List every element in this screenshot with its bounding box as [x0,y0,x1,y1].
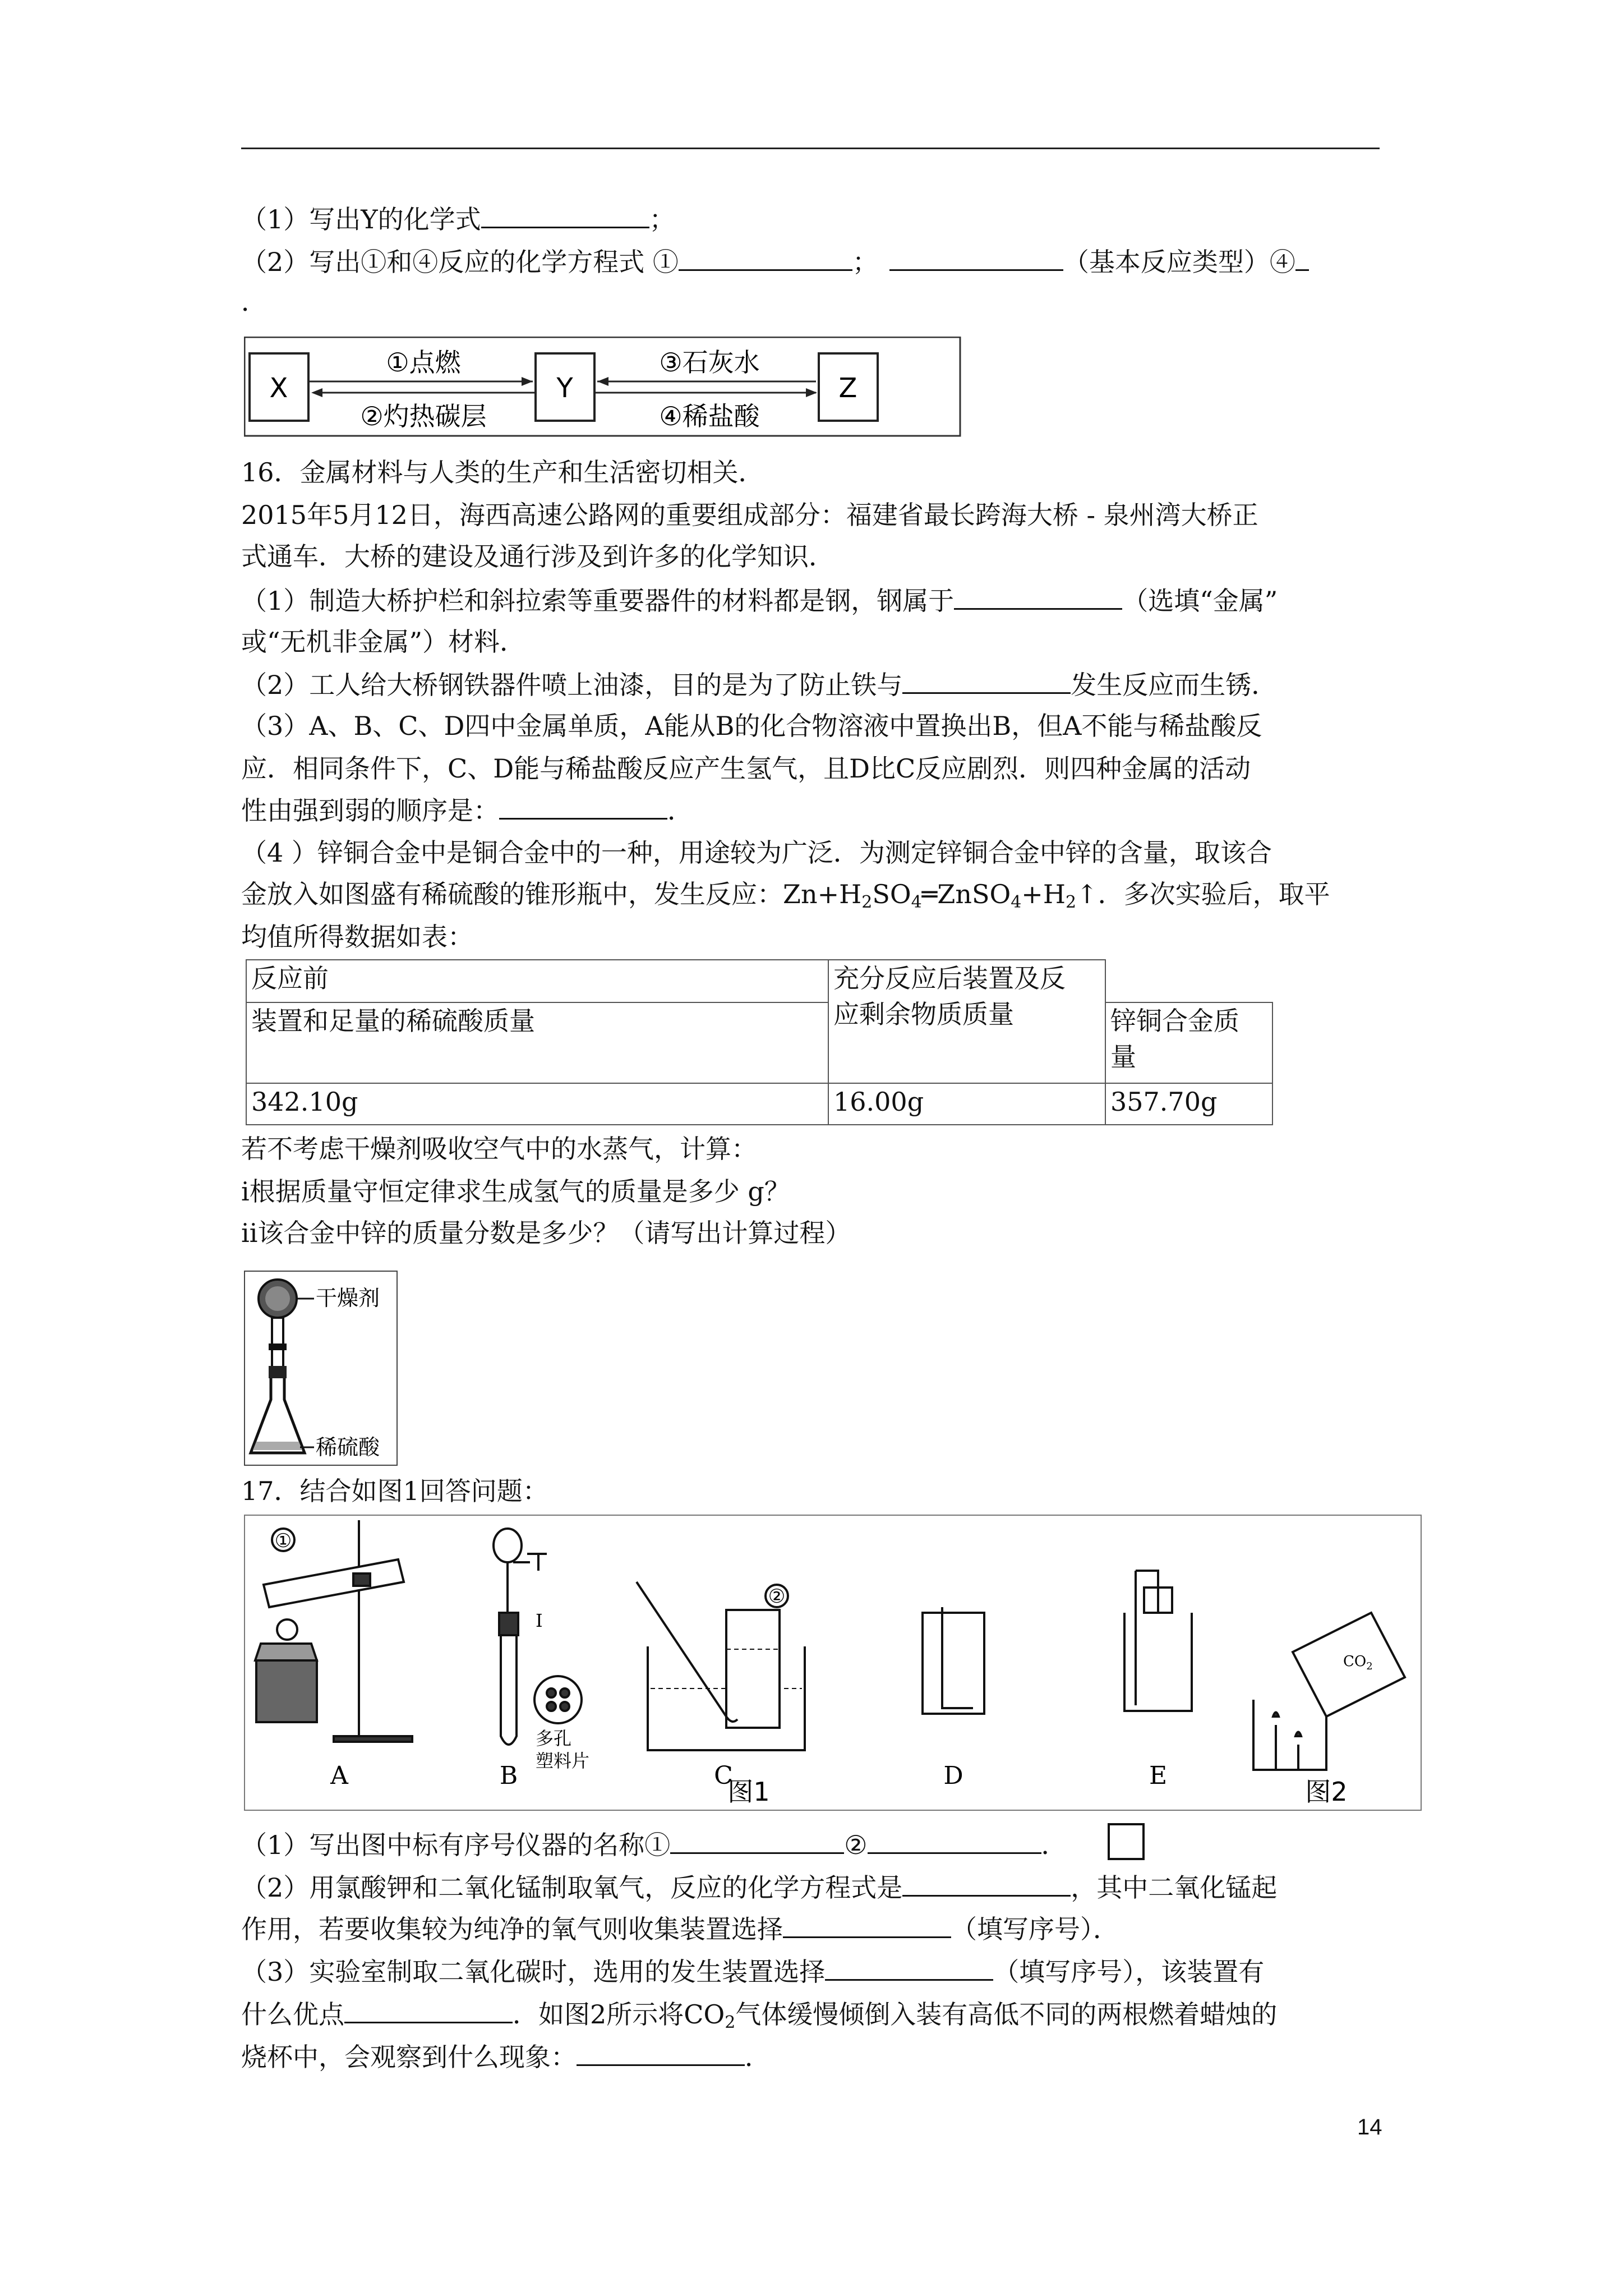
label-b: B [499,1761,518,1790]
q17-part3-line1: （3）实验室制取二氧化碳时，选用的发生装置选择 （填写序号），该装置有 [241,1954,1391,1989]
label-z: Z [838,372,857,404]
answer-blank[interactable] [1295,245,1309,271]
co2-label: $CO_2$ [1343,1653,1373,1672]
label-c: C [714,1761,733,1790]
answer-blank[interactable] [954,583,1122,610]
header-rule [241,148,1380,149]
q16-part1-line2: 或“无机非金属”）材料． [241,627,526,657]
q16-intro-1: 2015年5月12日，海西高速公路网的重要组成部分：福建省最长跨海大桥 - 泉州湾大桥正 [241,500,1258,530]
label-i: I [536,1610,543,1631]
label-a: A [330,1761,348,1790]
answer-blank[interactable] [783,1912,951,1938]
table-cell: 357.70g [1105,1083,1273,1125]
answer-blank[interactable] [670,1828,844,1854]
figure-1-caption: 图1 [727,1777,770,1807]
q17-title: 17．结合如图1回答问题： [241,1476,548,1506]
answer-checkbox[interactable] [1108,1823,1145,1860]
label-plastic-sheet: 塑料片 [536,1750,590,1772]
q16-calc-1: ⅰ根据质量守恒定律求生成氢气的质量是多少 g？ [241,1176,790,1207]
table-cell: 反应前 [246,959,829,1002]
label-d: D [943,1761,963,1790]
q17-part3-line2: 什么优点 ．如图2所示将$CO_2$气体缓慢倾倒入装有高低不同的两根燃着蜡烛的 [241,1997,1391,2040]
lab-apparatus-figure [244,1515,1422,1812]
q17-part2-line1: （2）用氯酸钾和二氧化锰制取氧气，反应的化学方程式是 ，其中二氧化锰起 [241,1870,1391,1904]
table-cell: 锌铜合金质 量 [1105,1002,1273,1084]
q15-reaction-diagram [244,337,962,438]
reaction-1-label: ①点燃 [386,347,461,378]
q16-part3-line3: 性由强到弱的顺序是： ． [241,793,1391,827]
label-porous: 多孔 [536,1728,572,1749]
answer-blank[interactable] [577,2040,745,2066]
label-e: E [1149,1761,1168,1790]
flask-with-desiccant-figure [244,1271,398,1467]
q15-line3: ． [241,287,267,317]
answer-blank[interactable] [902,668,1071,694]
figure-2-caption: 图2 [1305,1777,1348,1807]
q16-part4-line3: 均值所得数据如表： [241,922,473,952]
answer-blank[interactable] [902,1870,1071,1897]
dilute-sulfuric-acid-label: 稀硫酸 [316,1435,380,1460]
q17-part3-line3: 烧杯中，会观察到什么现象： ． [241,2040,1391,2074]
q17-part2-line2: 作用，若要收集较为纯净的氧气则收集装置选择 （填写序号）． [241,1912,1391,1946]
reaction-3-label: ③石灰水 [659,347,760,378]
q16-part4-line2: 金放入如图盛有稀硫酸的锥形瓶中，发生反应：$Zn+H_2SO_4═ZnSO_4+H_2↑$．多次实验后，取平 [241,879,1330,912]
q17-part1: （1）写出图中标有序号仪器的名称① ② ． [241,1828,1391,1862]
table-cell: 充分反应后装置及反 应剩余物质质量 [828,959,1106,1084]
answer-blank[interactable] [825,1954,993,1981]
table-cell: 装置和足量的稀硫酸质量 [246,1002,829,1084]
q16-intro-2: 式通车．大桥的建设及通行涉及到许多的化学知识． [241,541,834,572]
label-y: Y [556,372,573,404]
label-circled-1: ① [274,1530,292,1552]
label-x: X [269,372,288,404]
table-cell: 342.10g [246,1083,829,1125]
page-number: 14 [1357,2115,1382,2139]
reaction-2-label: ②灼热碳层 [360,401,487,431]
answer-blank[interactable] [481,202,649,228]
table-cell: 16.00g [828,1083,1106,1125]
reaction-4-label: ④稀盐酸 [659,401,760,431]
q16-part3-line2: 应．相同条件下，C、D能与稀盐酸反应产生氢气，且D比C反应剧烈．则四种金属的活动 [241,753,1251,784]
desiccant-label: 干燥剂 [316,1286,380,1310]
q16-part2: （2）工人给大桥钢铁器件喷上油漆，目的是为了防止铁与 发生反应而生锈． [241,668,1391,702]
q16-calc-2: ⅱ该合金中锌的质量分数是多少？（请写出计算过程） [241,1218,851,1248]
answer-blank[interactable] [344,1997,513,2023]
answer-blank[interactable] [868,1828,1041,1854]
answer-blank[interactable] [499,793,667,820]
q16-title: 16．金属材料与人类的生产和生活密切相关． [241,457,764,487]
q16-part3-line1: （3）A、B、C、D四中金属单质，A能从B的化合物溶液中置换出B，但A不能与稀盐酸反 [241,711,1262,741]
answer-blank[interactable] [889,245,1063,271]
answer-blank[interactable] [679,245,852,271]
q16-part1-line1: （1）制造大桥护栏和斜拉索等重要器件的材料都是钢，钢属于 （选填“金属” [241,583,1391,618]
q16-calc-intro: 若不考虑干燥剂吸收空气中的水蒸气，计算： [241,1134,757,1164]
q16-part4-line1: （4 ）锌铜合金中是铜合金中的一种，用途较为广泛．为测定锌铜合金中锌的含量，取该合 [241,838,1272,868]
label-circled-2: ② [768,1585,786,1608]
q15-line1: （1）写出Y的化学式 ； [241,202,1391,236]
q15-line2: （2）写出①和④反应的化学方程式 ① ； （基本反应类型）④ [241,245,1391,279]
